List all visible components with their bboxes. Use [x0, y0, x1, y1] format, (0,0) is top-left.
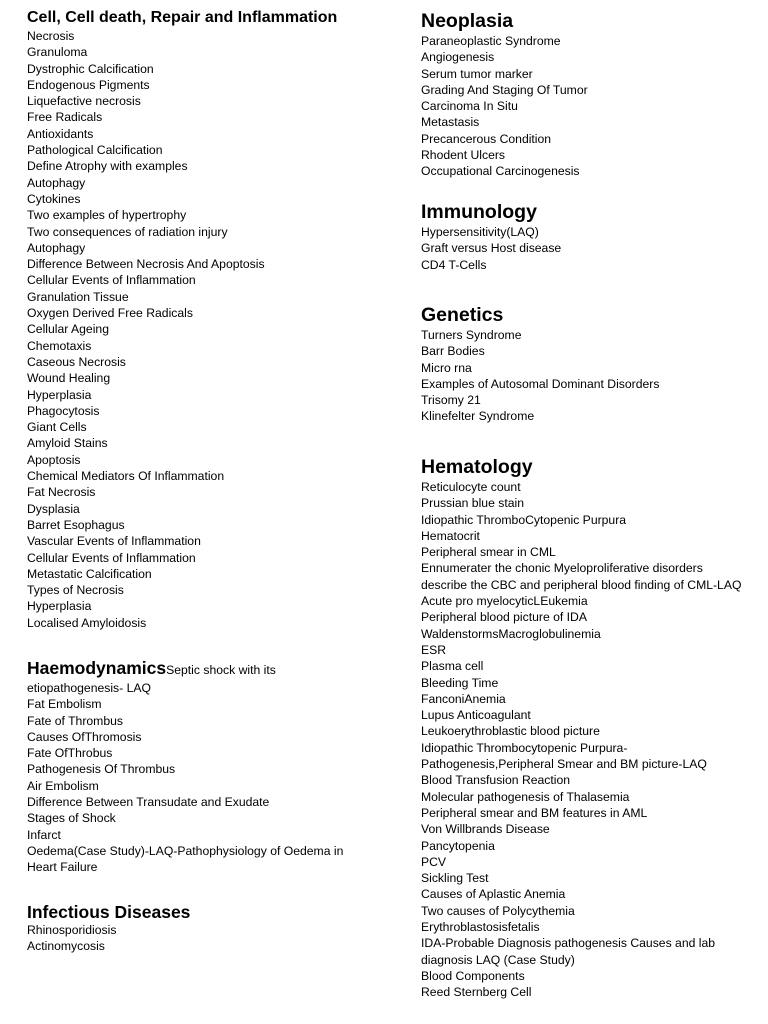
list-item: Idiopathic ThromboCytopenic Purpura: [421, 512, 627, 527]
list-item: Dysplasia: [27, 501, 80, 516]
list-item: Hyperplasia: [27, 387, 92, 402]
list-item: Blood Transfusion Reaction: [421, 773, 571, 788]
list-item: Angiogenesis: [421, 50, 495, 65]
list-item: Paraneoplastic Syndrome: [421, 34, 561, 48]
list-item: diagnosis LAQ (Case Study): [421, 952, 575, 967]
topic-list: [421, 224, 561, 273]
list-item: Liquefactive necrosis: [27, 94, 141, 109]
list-item: Peripheral smear in CML: [421, 545, 556, 560]
list-item: Precancerous Condition: [421, 131, 552, 146]
list-item: Antioxidants: [27, 126, 94, 141]
list-item: Metastatic Calcification: [27, 566, 152, 581]
list-item: Cellular Events of Inflammation: [27, 273, 196, 288]
list-item: Pancytopenia: [421, 838, 495, 853]
topic-list: [421, 33, 588, 180]
list-item: Actinomycosis: [27, 939, 105, 954]
list-item: Two examples of hypertrophy: [27, 208, 187, 223]
list-item: Difference Between Transudate and Exudate: [27, 795, 270, 810]
list-item: Hematocrit: [421, 528, 480, 543]
list-item: Cytokines: [27, 191, 81, 206]
list-item: CD4 T-Cells: [421, 257, 487, 272]
topic-list: [27, 922, 190, 955]
list-item: Barr Bodies: [421, 344, 485, 359]
list-item: Trisomy 21: [421, 393, 481, 408]
list-item: Pathogenesis,Peripheral Smear and BM picture-LAQ: [421, 757, 707, 772]
list-item: Peripheral blood picture of IDA: [421, 610, 587, 625]
list-item: Vascular Events of Inflammation: [27, 534, 201, 549]
list-item: Acute pro myelocyticLEukemia: [421, 594, 588, 609]
list-item: Cellular Events of Inflammation: [27, 550, 196, 565]
list-item: Giant Cells: [27, 420, 87, 435]
list-item: Amyloid Stains: [27, 436, 108, 451]
list-item: IDA-Probable Diagnosis pathogenesis Causes and lab: [421, 936, 716, 951]
list-item: Define Atrophy with examples: [27, 159, 188, 174]
list-item: Blood Components: [421, 968, 525, 983]
list-item: Peripheral smear and BM features in AML: [421, 805, 648, 820]
list-item: Chemical Mediators Of Inflammation: [27, 469, 225, 484]
list-item: WaldenstormsMacroglobulinemia: [421, 626, 601, 641]
list-item: Occupational Carcinogenesis: [421, 164, 580, 179]
list-item: Localised Amyloidosis: [27, 615, 147, 630]
list-item: Types of Necrosis: [27, 583, 124, 598]
list-item: Reticulocyte count: [421, 480, 521, 494]
topic-list: [27, 680, 343, 876]
list-item: Fate of Thrombus: [27, 713, 123, 728]
list-item: Two consequences of radiation injury: [27, 224, 228, 239]
list-item: Apoptosis: [27, 452, 81, 467]
list-item: ESR: [421, 642, 447, 657]
list-item: Lupus Anticoagulant: [421, 708, 531, 723]
list-item: Stages of Shock: [27, 811, 116, 826]
list-item: Plasma cell: [421, 659, 484, 674]
list-item: Autophagy: [27, 175, 86, 190]
list-item: Rhinosporidiosis: [27, 923, 117, 937]
list-item: Bleeding Time: [421, 675, 499, 690]
list-item: Pathogenesis Of Thrombus: [27, 762, 176, 777]
list-item: Autophagy: [27, 240, 86, 255]
list-item: Reed Sternberg Cell: [421, 985, 532, 1000]
section-cell: [27, 8, 337, 631]
list-item: Micro rna: [421, 360, 472, 375]
list-item: etiopathogenesis- LAQ: [27, 681, 151, 695]
list-item: Septic shock with its: [166, 663, 276, 677]
list-item: Wound Healing: [27, 371, 111, 386]
list-item: Von Willbrands Disease: [421, 822, 550, 837]
section-heading: Neoplasia: [421, 10, 514, 32]
list-item: Idiopathic Thrombocytopenic Purpura-: [421, 740, 628, 755]
section-haemodynamics: [27, 658, 343, 876]
topic-list: [421, 479, 741, 1001]
list-item: Difference Between Necrosis And Apoptosis: [27, 257, 265, 272]
list-item: Heart Failure: [27, 860, 98, 875]
list-item: Cellular Ageing: [27, 322, 109, 337]
list-item: Caseous Necrosis: [27, 354, 126, 369]
list-item: Granuloma: [27, 45, 88, 60]
list-item: Causes OfThromosis: [27, 729, 142, 744]
topic-list: [421, 327, 659, 425]
list-item: Free Radicals: [27, 110, 103, 125]
list-item: Serum tumor marker: [421, 66, 533, 81]
list-item: Oxygen Derived Free Radicals: [27, 306, 193, 321]
list-item: Phagocytosis: [27, 403, 100, 418]
list-item: Chemotaxis: [27, 338, 92, 353]
topic-list: [27, 28, 337, 631]
list-item: Barret Esophagus: [27, 517, 125, 532]
section-heading: Genetics: [421, 304, 504, 326]
list-item: Grading And Staging Of Tumor: [421, 82, 588, 97]
list-item: PCV: [421, 854, 447, 869]
list-item: Necrosis: [27, 29, 75, 43]
list-item: Hyperplasia: [27, 599, 92, 614]
list-item: Leukoerythroblastic blood picture: [421, 724, 600, 739]
section-immunology: [421, 200, 561, 273]
list-item: Examples of Autosomal Dominant Disorders: [421, 376, 660, 391]
list-item: Carcinoma In Situ: [421, 99, 518, 114]
list-item: Klinefelter Syndrome: [421, 409, 535, 424]
section-heading: Immunology: [421, 201, 537, 223]
list-item: describe the CBC and peripheral blood finding of CML-LAQ: [421, 577, 742, 592]
list-item: Metastasis: [421, 115, 480, 130]
section-heading: Hematology: [421, 456, 533, 478]
list-item: Prussian blue stain: [421, 496, 524, 511]
list-item: Endogenous Pigments: [27, 77, 150, 92]
list-item: Pathological Calcification: [27, 143, 163, 158]
section-infectious: [27, 902, 190, 955]
list-item: FanconiAnemia: [421, 691, 506, 706]
list-item: Fate OfThrobus: [27, 746, 113, 761]
section-genetics: [421, 303, 659, 425]
list-item: Ennumerater the chonic Myeloproliferative disorders: [421, 561, 703, 576]
list-item: Graft versus Host disease: [421, 241, 562, 256]
list-item: Granulation Tissue: [27, 289, 129, 304]
list-item: Turners Syndrome: [421, 328, 522, 342]
section-neoplasia: [421, 9, 588, 180]
list-item: Air Embolism: [27, 778, 99, 793]
list-item: Hypersensitivity(LAQ): [421, 225, 539, 239]
list-item: Sickling Test: [421, 871, 489, 886]
list-item: Two causes of Polycythemia: [421, 903, 575, 918]
section-heading: Cell, Cell death, Repair and Inflammation: [27, 9, 338, 26]
list-item: Erythroblastosisfetalis: [421, 920, 540, 935]
section-hematology: [421, 455, 741, 1001]
list-item: Molecular pathogenesis of Thalasemia: [421, 789, 630, 804]
list-item: Fat Embolism: [27, 697, 102, 712]
section-heading: [27, 658, 343, 680]
list-item: Oedema(Case Study)-LAQ-Pathophysiology of Oedema in: [27, 843, 344, 858]
list-item: Dystrophic Calcification: [27, 61, 154, 76]
section-heading: Infectious Diseases: [27, 902, 191, 922]
section-heading-text: Haemodynamics: [27, 658, 167, 678]
list-item: Causes of Aplastic Anemia: [421, 887, 566, 902]
list-item: Infarct: [27, 827, 61, 842]
list-item: Rhodent Ulcers: [421, 148, 505, 163]
list-item: Fat Necrosis: [27, 485, 96, 500]
